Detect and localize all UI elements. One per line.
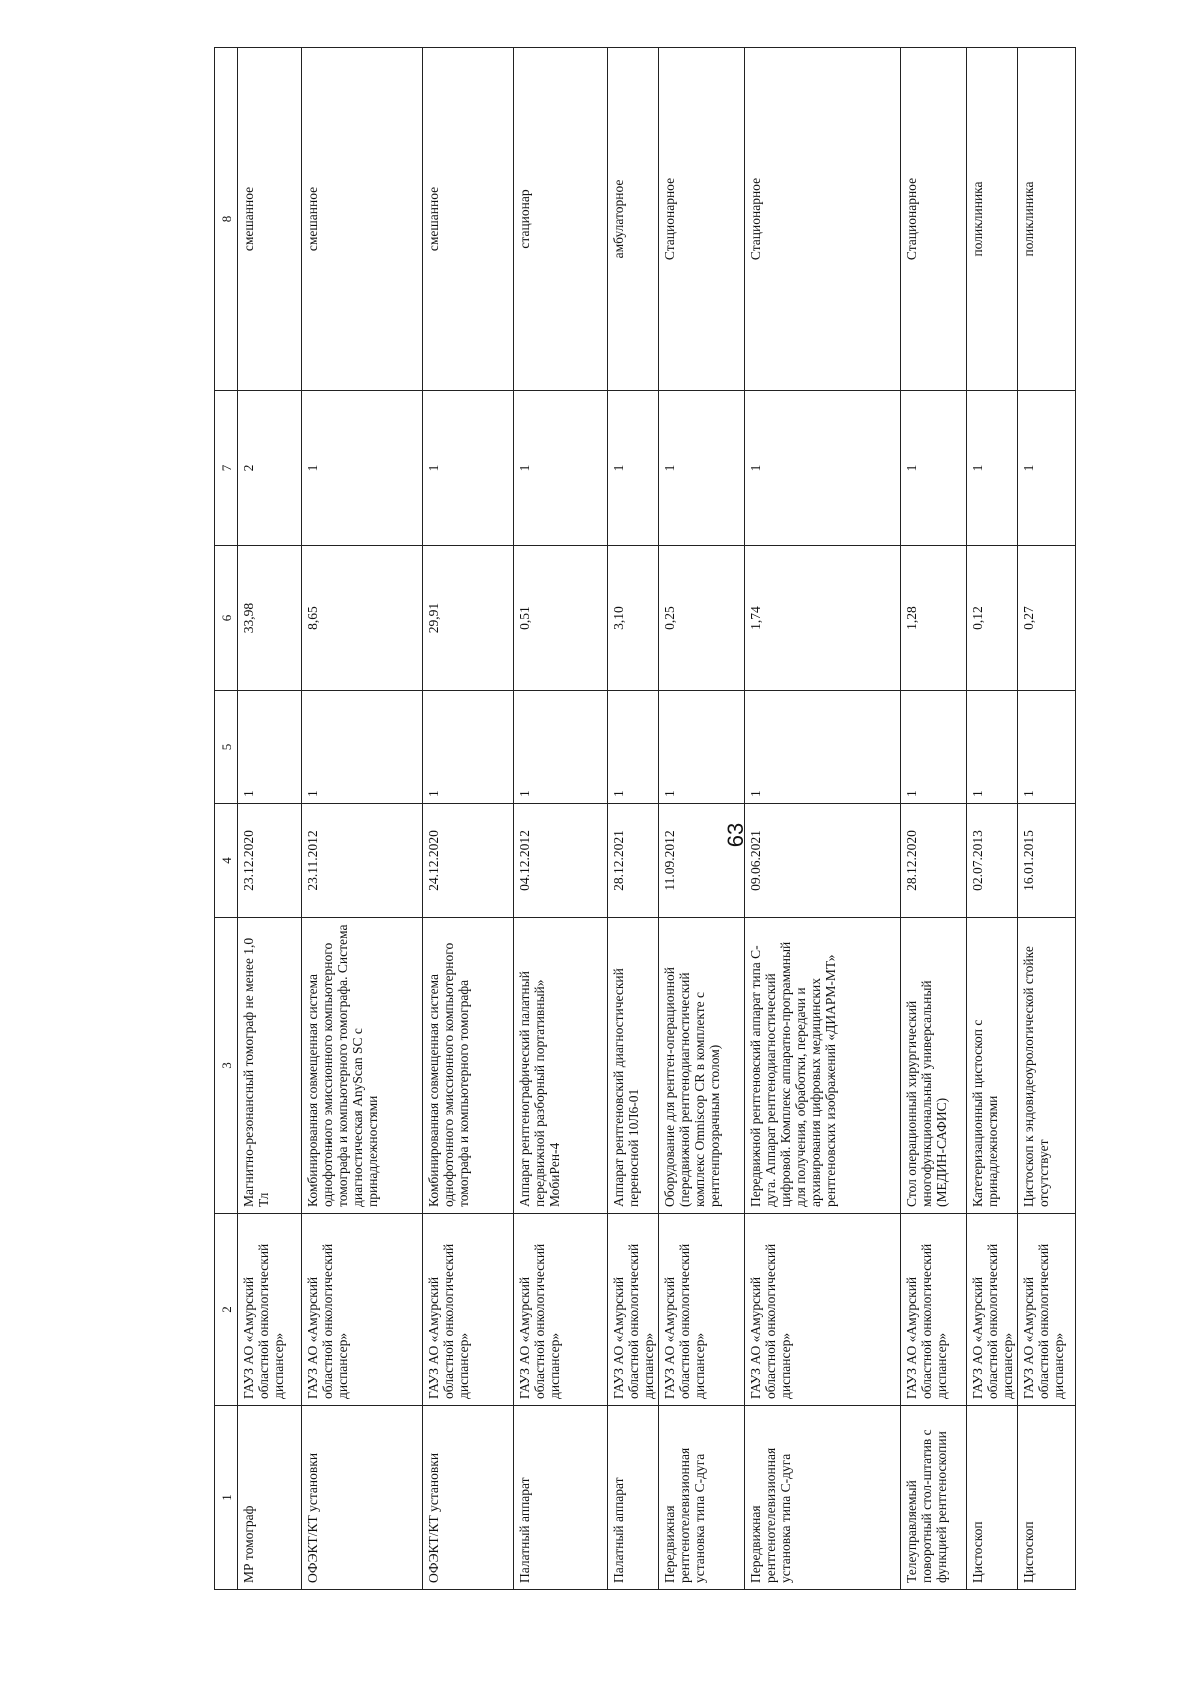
- table-row: [302, 48, 423, 1590]
- organization-cell: ГАУЗ АО «Амурский областной онкологический диспансер»: [608, 1214, 659, 1406]
- count-cell: 1: [514, 391, 608, 546]
- value-cell: 0,51: [514, 546, 608, 691]
- value-cell: 3,10: [608, 546, 659, 691]
- date-cell: 23.12.2020: [238, 804, 302, 918]
- equipment-type-cell: Палатный аппарат: [608, 1406, 659, 1590]
- count-cell: 1: [1018, 391, 1076, 546]
- column-number: 4: [215, 804, 238, 918]
- value-cell: 8,65: [302, 546, 423, 691]
- date-cell: 28.12.2020: [901, 804, 967, 918]
- equipment-table: [214, 47, 1076, 1590]
- column-number: 7: [215, 391, 238, 546]
- column-number: 6: [215, 546, 238, 691]
- count-cell: 1: [659, 391, 745, 546]
- column-number: 1: [215, 1406, 238, 1590]
- column-number: 2: [215, 1214, 238, 1406]
- date-cell: 04.12.2012: [514, 804, 608, 918]
- description-cell: Комбинированная совмещенная система однофотонного эмиссионного компьютерного томографа и компьютерного томографа: [423, 918, 514, 1214]
- usage-mode-cell: амбулаторное: [608, 48, 659, 391]
- equipment-type-cell: ОФЭКТ/КТ установки: [423, 1406, 514, 1590]
- organization-cell: ГАУЗ АО «Амурский областной онкологический диспансер»: [745, 1214, 901, 1406]
- description-cell: Аппарат рентгеновский диагностический переносной 10Л6-01: [608, 918, 659, 1214]
- column-number: 3: [215, 918, 238, 1214]
- description-cell: Цистоскоп к эндовидеоурологической стойке отсутствует: [1018, 918, 1076, 1214]
- equipment-type-cell: Цистоскоп: [967, 1406, 1018, 1590]
- count-cell: 1: [745, 391, 901, 546]
- table-row: [745, 48, 901, 1590]
- usage-mode-cell: поликлиника: [1018, 48, 1076, 391]
- description-cell: Оборудование для рентген-операционной (передвижной рентгенодиагностический комплекс Omniscop CR в комплекте с рентгенпрозрачным столом): [659, 918, 745, 1214]
- value-cell: 1,28: [901, 546, 967, 691]
- table-row: [901, 48, 967, 1590]
- quantity-cell: 1: [423, 691, 514, 804]
- description-cell: Стол операционный хирургический многофункциональный универсальный (МЕДИН-САФИС): [901, 918, 967, 1214]
- usage-mode-cell: Стационарное: [745, 48, 901, 391]
- quantity-cell: 1: [967, 691, 1018, 804]
- count-cell: 1: [302, 391, 423, 546]
- value-cell: 0,25: [659, 546, 745, 691]
- description-cell: Магнитно-резонансный томограф не менее 1,0 Тл: [238, 918, 302, 1214]
- column-number: 8: [215, 48, 238, 391]
- date-cell: 23.11.2012: [302, 804, 423, 918]
- count-cell: 2: [238, 391, 302, 546]
- quantity-cell: 1: [1018, 691, 1076, 804]
- equipment-type-cell: Передвижная рентгенотелевизионная установка типа С-дуга: [659, 1406, 745, 1590]
- organization-cell: ГАУЗ АО «Амурский областной онкологический диспансер»: [238, 1214, 302, 1406]
- description-cell: Комбинированная совмещенная система однофотонного эмиссионного компьютерного томографа и компьютерного томографа. Система диагностическая AnyScan SC с принадлежностями: [302, 918, 423, 1214]
- value-cell: 1,74: [745, 546, 901, 691]
- equipment-type-cell: Палатный аппарат: [514, 1406, 608, 1590]
- rotated-table-frame: [214, 120, 1074, 1590]
- table-row: [659, 48, 745, 1590]
- date-cell: 02.07.2013: [967, 804, 1018, 918]
- quantity-cell: 1: [608, 691, 659, 804]
- equipment-type-cell: Цистоскоп: [1018, 1406, 1076, 1590]
- quantity-cell: 1: [302, 691, 423, 804]
- organization-cell: ГАУЗ АО «Амурский областной онкологический диспансер»: [302, 1214, 423, 1406]
- value-cell: 0,27: [1018, 546, 1076, 691]
- count-cell: 1: [901, 391, 967, 546]
- quantity-cell: 1: [745, 691, 901, 804]
- organization-cell: ГАУЗ АО «Амурский областной онкологический диспансер»: [901, 1214, 967, 1406]
- table-row: [514, 48, 608, 1590]
- date-cell: 09.06.2021: [745, 804, 901, 918]
- value-cell: 33,98: [238, 546, 302, 691]
- organization-cell: ГАУЗ АО «Амурский областной онкологический диспансер»: [967, 1214, 1018, 1406]
- column-number-row: [215, 48, 238, 1590]
- count-cell: 1: [967, 391, 1018, 546]
- description-cell: Катетеризационный цистоскоп с принадлежностями: [967, 918, 1018, 1214]
- usage-mode-cell: стационар: [514, 48, 608, 391]
- date-cell: 16.01.2015: [1018, 804, 1076, 918]
- organization-cell: ГАУЗ АО «Амурский областной онкологический диспансер»: [514, 1214, 608, 1406]
- organization-cell: ГАУЗ АО «Амурский областной онкологический диспансер»: [1018, 1214, 1076, 1406]
- value-cell: 0,12: [967, 546, 1018, 691]
- date-cell: 28.12.2021: [608, 804, 659, 918]
- count-cell: 1: [423, 391, 514, 546]
- table-row: [238, 48, 302, 1590]
- table-row: [967, 48, 1018, 1590]
- equipment-type-cell: ОФЭКТ/КТ установки: [302, 1406, 423, 1590]
- page-number: 63: [723, 822, 748, 848]
- description-cell: Аппарат рентгенографический палатный передвижной разборный портативный» МобиРен-4: [514, 918, 608, 1214]
- value-cell: 29,91: [423, 546, 514, 691]
- equipment-type-cell: Телеуправляемый поворотный стол-штатив с функцией рентгеноскопии: [901, 1406, 967, 1590]
- table-row: [423, 48, 514, 1590]
- usage-mode-cell: Стационарное: [901, 48, 967, 391]
- usage-mode-cell: смешанное: [302, 48, 423, 391]
- usage-mode-cell: Стационарное: [659, 48, 745, 391]
- table-row: [1018, 48, 1076, 1590]
- organization-cell: ГАУЗ АО «Амурский областной онкологический диспансер»: [659, 1214, 745, 1406]
- equipment-type-cell: МР томограф: [238, 1406, 302, 1590]
- table-row: [608, 48, 659, 1590]
- equipment-type-cell: Передвижная рентгенотелевизионная установка типа С-дуга: [745, 1406, 901, 1590]
- usage-mode-cell: смешанное: [423, 48, 514, 391]
- quantity-cell: 1: [901, 691, 967, 804]
- quantity-cell: 1: [659, 691, 745, 804]
- usage-mode-cell: поликлиника: [967, 48, 1018, 391]
- date-cell: 11.09.2012: [659, 804, 745, 918]
- count-cell: 1: [608, 391, 659, 546]
- date-cell: 24.12.2020: [423, 804, 514, 918]
- column-number: 5: [215, 691, 238, 804]
- quantity-cell: 1: [238, 691, 302, 804]
- organization-cell: ГАУЗ АО «Амурский областной онкологический диспансер»: [423, 1214, 514, 1406]
- quantity-cell: 1: [514, 691, 608, 804]
- description-cell: Передвижной рентгеновский аппарат типа С-дуга. Аппарат рентгенодиагностический цифровой. Комплекс аппаратно-программный для получения, обработки, передачи и архивирования цифровых медицинских рентгеновских изображений «ДИАРМ-МТ»: [745, 918, 901, 1214]
- usage-mode-cell: смешанное: [238, 48, 302, 391]
